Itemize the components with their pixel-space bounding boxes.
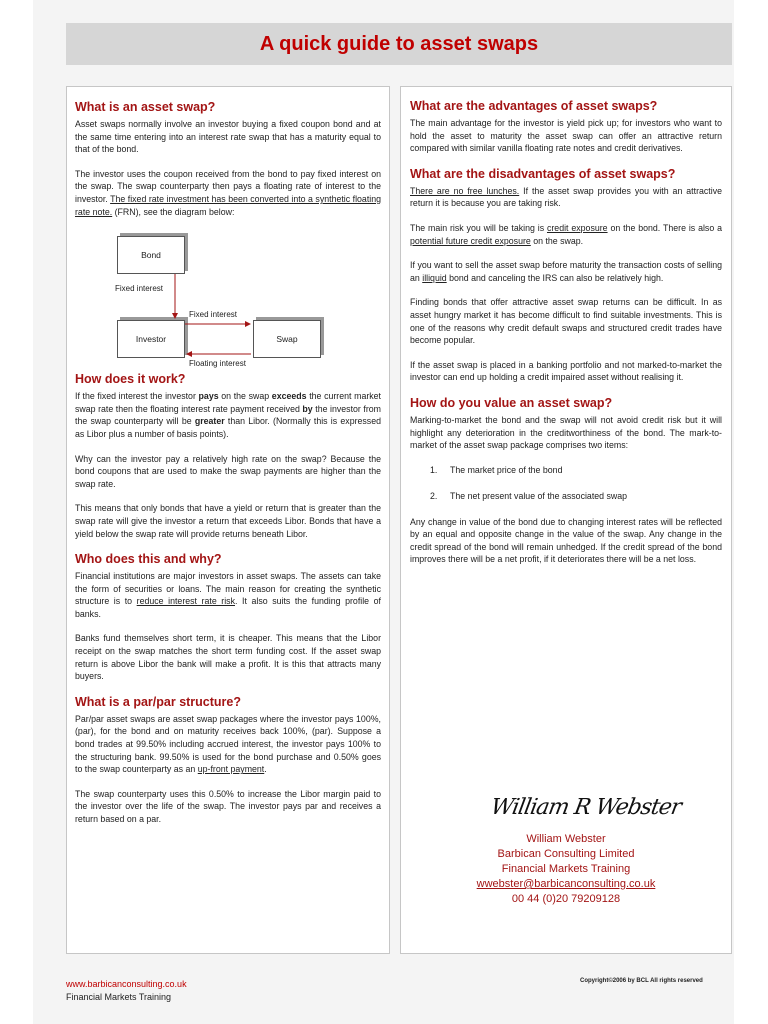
text-span: the current market swap rate then the floating interest rate payment received xyxy=(75,391,382,414)
right-column xyxy=(400,86,732,954)
paragraph xyxy=(75,713,381,776)
section-heading-advantages: What are the advantages of asset swaps? xyxy=(410,99,658,113)
list-number: 2. xyxy=(430,490,438,501)
section-heading-what-is: What is an asset swap? xyxy=(75,100,216,114)
diagram-investor-box: Investor xyxy=(117,320,185,358)
paragraph xyxy=(75,390,381,440)
diagram-label-fixed-interest-down: Fixed interest xyxy=(115,284,164,294)
list-text: The market price of the bond xyxy=(450,464,563,475)
paragraph: Why can the investor pay a relatively high rate on the swap? Because the bond coupons that are used to make the swap payments are higher than the swap rate. xyxy=(75,453,381,489)
footer-tagline: Financial Markets Training xyxy=(66,992,172,1002)
paragraph: Any change in value of the bond due to changing interest rates will be reflected by an equal and opposite change in the value of the swap. Any change in the credit spread of the bond will remain unhedged. If the credit spread of the bond improves there will be a net profit, if it deteriorates there will be a net loss. xyxy=(410,516,722,565)
paragraph xyxy=(410,222,722,247)
signature-company: Barbican Consulting Limited xyxy=(497,848,635,860)
handwritten-signature: William R Webster xyxy=(489,795,683,820)
text-span: (FRN), see the diagram below: xyxy=(112,206,235,217)
text-span: If you want to sell the asset swap before maturity the transaction costs of selling an xyxy=(410,260,722,283)
footer-url-link[interactable]: www.barbicanconsulting.co.uk xyxy=(66,979,187,989)
paragraph: Asset swaps normally involve an investor buying a fixed coupon bond and at the same time entering into an interest rate swap that has a maturity equal to that of the bond. xyxy=(75,119,381,155)
text-span: Par/par asset swaps are asset swap packages where the investor pays 100%, (par), for the bond and on maturity receives back 100%, (par). Suppose a bond trades at 99.50% including accrued interest, the investor pays 100% to the structuring bank. 99.50% is used for the bond purchase and 0.50% goes to the swap counterparty as an xyxy=(75,713,381,775)
valuation-list xyxy=(430,464,722,502)
asset-swap-diagram xyxy=(75,230,381,370)
diagram-arrows xyxy=(75,230,383,370)
text-span: If the asset swap provides you with an attractive return it is because you are taking risk. xyxy=(410,185,722,209)
title-bar xyxy=(66,23,732,65)
bold-text: greater xyxy=(194,416,225,427)
footer-copyright: Copyright©2006 by BCL All rights reserved xyxy=(580,978,703,984)
signature-email-link[interactable]: wwebster@barbicanconsulting.co.uk xyxy=(476,878,656,890)
underlined-text: There are no free lunches. xyxy=(410,185,520,196)
text-span: The main risk you will be taking is xyxy=(410,222,547,233)
paragraph xyxy=(75,168,381,218)
text-span: on the swap. xyxy=(530,235,584,246)
section-heading-par-par: What is a par/par structure? xyxy=(75,694,242,709)
paragraph: Banks fund themselves short term, it is cheaper. This means that the Libor receipt on the swap matches the short term funding cost. If the asset swap return is above Libor the bank will make a profit. It is this that attracts many buyers. xyxy=(75,633,381,682)
signature-name: William Webster xyxy=(526,833,606,845)
bold-text: exceeds xyxy=(271,391,307,402)
bold-text: by xyxy=(302,403,313,414)
diagram-swap-box: Swap xyxy=(253,320,321,358)
underlined-text: illiquid xyxy=(422,272,447,283)
section-heading-who-does-this: Who does this and why? xyxy=(75,552,222,567)
paragraph: This means that only bonds that have a yield or return that is greater than the swap rate will give the investor a return that exceeds Libor. Bonds that have a yield below the swap rate will provide returns beneath Libor. xyxy=(75,503,381,539)
section-heading-disadvantages: What are the disadvantages of asset swaps? xyxy=(410,166,676,181)
paragraph: The main advantage for the investor is yield pick up; for investors who want to hold the asset to maturity the asset swap can offer an attractive return compared with similar vanilla floating rate notes and credit derivatives. xyxy=(410,118,722,154)
text-span: If the fixed interest the investor xyxy=(75,391,199,402)
text-span: bond and canceling the IRS can also be relatively high. xyxy=(446,272,664,283)
text-span: The investor uses the coupon received from the bond to pay fixed interest on the swap. The swap counterparty then pays a floating rate of interest to the investor. xyxy=(75,168,381,204)
text-span: on the bond. There is also a xyxy=(607,222,722,233)
text-span: Financial institutions are major investors in asset swaps. The assets can take the form of securities or loans. The main reason for creating the synthetic structure is to xyxy=(75,571,381,607)
bold-text: pays xyxy=(198,391,219,402)
paragraph xyxy=(410,259,722,284)
page-title: A quick guide to asset swaps xyxy=(259,32,539,55)
underlined-text: up-front payment xyxy=(197,764,265,775)
paragraph: Marking-to-market the bond and the swap will not avoid credit risk but it will highlight any deterioration in the creditworthiness of the bond. The mark-to-market of the asset swap package comprises two items: xyxy=(410,414,722,451)
paragraph: The swap counterparty uses this 0.50% to increase the Libor margin paid to the investor over the life of the swap. The investor pays par and receives a return based on a par. xyxy=(75,788,381,824)
footer-left xyxy=(66,978,187,1004)
text-span: . It also suits the funding profile of banks. xyxy=(75,596,381,619)
text-span: . xyxy=(264,764,267,775)
section-heading-valuation: How do you value an asset swap? xyxy=(410,395,613,410)
text-span: than Libor. (Normally this is expressed as Libor plus a number of basis points). xyxy=(75,416,381,439)
underlined-text: reduce interest rate risk xyxy=(136,596,235,607)
underlined-text: potential future credit exposure xyxy=(410,235,531,246)
text-span: the investor from the swap counterparty will be xyxy=(75,403,381,427)
text-span: on the swap xyxy=(218,391,272,402)
paragraph: Finding bonds that offer attractive asset swap returns can be difficult. In as asset hungry market it has become difficult to find suitable investments. This is one of the reasons why credit default swaps and structured credit trades have become popular. xyxy=(410,297,722,346)
list-number: 1. xyxy=(430,464,438,475)
paragraph xyxy=(75,570,381,620)
paragraph xyxy=(410,185,722,210)
signature-phone: 00 44 (0)20 79209128 xyxy=(511,893,621,905)
signature-department: Financial Markets Training xyxy=(501,863,631,875)
list-text: The net present value of the associated swap xyxy=(450,490,628,501)
paragraph: If the asset swap is placed in a banking portfolio and not marked-to-market the investor can end up holding a credit impaired asset without realising it. xyxy=(410,359,722,383)
signature-block xyxy=(401,795,731,907)
diagram-label-floating-interest: Floating interest xyxy=(189,359,246,369)
list-item xyxy=(430,490,722,502)
underlined-text: credit exposure xyxy=(546,222,608,233)
diagram-label-fixed-interest-right: Fixed interest xyxy=(189,310,238,320)
list-item xyxy=(430,464,722,476)
left-column xyxy=(66,86,390,954)
section-heading-how-does-it-work: How does it work? xyxy=(75,372,186,387)
underlined-text: The fixed rate investment has been converted into a synthetic floating rate note. xyxy=(75,193,382,217)
diagram-bond-box: Bond xyxy=(117,236,185,274)
